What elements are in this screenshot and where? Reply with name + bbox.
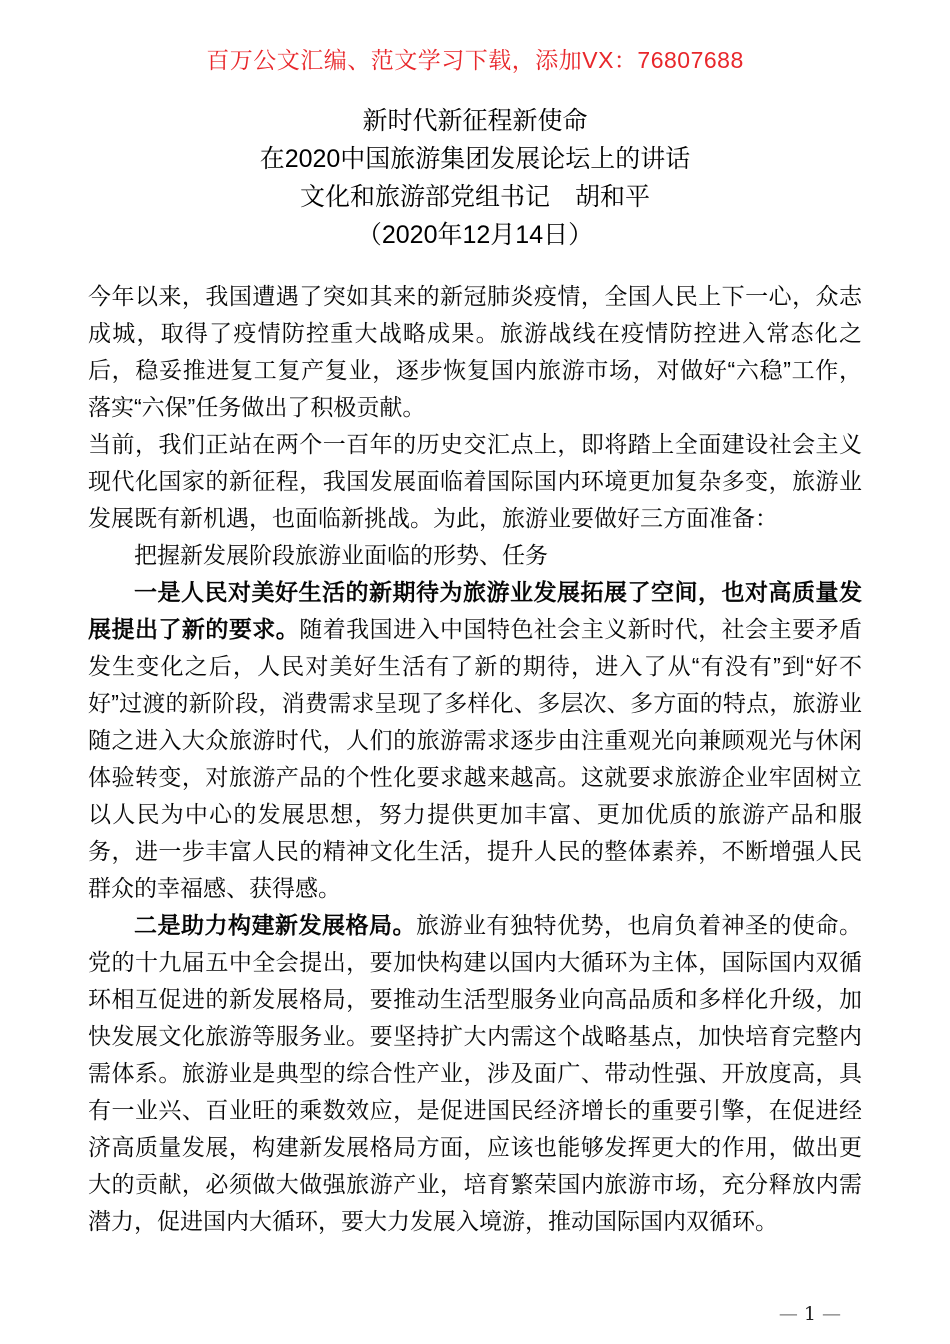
page-number-value: 1 bbox=[803, 1303, 816, 1325]
paragraph-1-text: 今年以来，我国遭遇了突如其来的新冠肺炎疫情，全国人民上下一心，众志成城，取得了疫情防控重大战略成果。旅游战线在疫情防控进入常态化之后，稳妥推进复工复产复业，逐步恢复国内旅游市场，对做好“六稳”工作，落实“六保”任务做出了积极贡献。 bbox=[88, 283, 862, 420]
paragraph-3-lead-bold: 一是人民对美好生活的新期待为旅游业发展拓展了空间，也对高质量发展提出了新的要求。 bbox=[88, 579, 862, 642]
paragraph-4 bbox=[88, 907, 862, 1240]
author-line: 文化和旅游部党组书记 胡和平 bbox=[299, 183, 650, 211]
title-block bbox=[0, 102, 950, 254]
paragraph-3-text: 随着我国进入中国特色社会主义新时代，社会主要矛盾发生变化之后，人民对美好生活有了新的期待，进入了从“有没有”到“好不好”过渡的新阶段，消费需求呈现了多样化、多层次、多方面的特点，旅游业随之进入大众旅游时代，人们的旅游需求逐步由注重观光向兼顾观光与休闲体验转变，对旅游产品的个性化要求越来越高。这就要求旅游企业牢固树立以人民为中心的发展思想，努力提供更加丰富、更加优质的旅游产品和服务，进一步丰富人民的精神文化生活，提升人民的整体素养，不断增强人民群众的幸福感、获得感。 bbox=[88, 616, 862, 901]
section-heading bbox=[88, 537, 862, 574]
page-number bbox=[773, 1303, 847, 1326]
header-notice: 百万公文汇编、范文学习下载，添加VX：76807688 bbox=[206, 47, 744, 73]
page-number-dash-right: — bbox=[822, 1303, 841, 1325]
paragraph-4-lead-bold: 二是助力构建新发展格局。 bbox=[134, 912, 416, 938]
paragraph-4-text: 旅游业有独特优势，也肩负着神圣的使命。党的十九届五中全会提出，要加快构建以国内大循环为主体，国际国内双循环相互促进的新发展格局，要推动生活型服务业向高品质和多样化升级，加快发展文化旅游等服务业。要坚持扩大内需这个战略基点，加快培育完整内需体系。旅游业是典型的综合性产业，涉及面广、带动性强、开放度高，具有一业兴、百业旺的乘数效应，是促进国民经济增长的重要引擎，在促进经济高质量发展，构建新发展格局方面，应该也能够发挥更大的作用，做出更大的贡献，必须做大做强旅游产业，培育繁荣国内旅游市场，充分释放内需潜力，促进国内大循环，要大力发展入境游，推动国际国内双循环。 bbox=[88, 912, 862, 1234]
date-line: （2020年12月14日） bbox=[356, 221, 594, 249]
paragraph-2-text: 当前，我们正站在两个一百年的历史交汇点上，即将踏上全面建设社会主义现代化国家的新征程，我国发展面临着国际国内环境更加复杂多变，旅游业发展既有新机遇，也面临新挑战。为此，旅游业要做好三方面准备： bbox=[88, 431, 862, 531]
paragraph-3 bbox=[88, 574, 862, 907]
document-body bbox=[88, 278, 862, 1240]
page-number-dash-left: — bbox=[778, 1303, 798, 1325]
paragraph-1 bbox=[88, 278, 862, 426]
document-title: 新时代新征程新使命 bbox=[362, 107, 588, 135]
section-heading-text: 把握新发展阶段旅游业面临的形势、任务 bbox=[134, 542, 548, 568]
paragraph-2 bbox=[88, 426, 862, 537]
document-subtitle: 在2020中国旅游集团发展论坛上的讲话 bbox=[259, 145, 691, 173]
